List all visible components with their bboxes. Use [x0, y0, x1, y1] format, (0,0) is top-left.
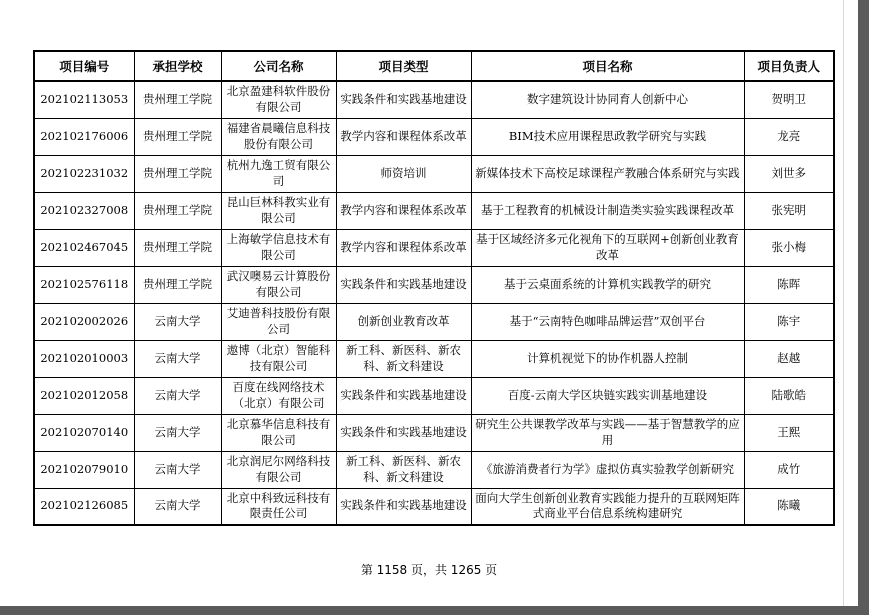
- cell-project-name: 计算机视觉下的协作机器人控制: [471, 340, 744, 377]
- cell-project-id: 202102079010: [34, 451, 134, 488]
- cell-company: 遨博（北京）智能科技有限公司: [221, 340, 336, 377]
- cell-project-type: 新工科、新医科、新农科、新文科建设: [336, 340, 471, 377]
- cell-project-type: 实践条件和实践基地建设: [336, 414, 471, 451]
- cell-project-name: 基于“云南特色咖啡品牌运营”双创平台: [471, 303, 744, 340]
- cell-project-id: 202102010003: [34, 340, 134, 377]
- cell-company: 武汉噢易云计算股份有限公司: [221, 266, 336, 303]
- page-edge-line: [843, 0, 844, 606]
- table-body: [34, 81, 834, 525]
- cell-company: 北京中科致远科技有限责任公司: [221, 488, 336, 525]
- table-row: [34, 192, 834, 229]
- table-row: [34, 414, 834, 451]
- cell-school: 云南大学: [134, 488, 221, 525]
- table-row: [34, 303, 834, 340]
- col-header-project-type: 项目类型: [336, 51, 471, 81]
- cell-company: 昆山巨林科教实业有限公司: [221, 192, 336, 229]
- cell-school: 贵州理工学院: [134, 192, 221, 229]
- col-header-project-name: 项目名称: [471, 51, 744, 81]
- cell-project-type: 创新创业教育改革: [336, 303, 471, 340]
- cell-project-type: 实践条件和实践基地建设: [336, 266, 471, 303]
- cell-project-name: 基于云桌面系统的计算机实践教学的研究: [471, 266, 744, 303]
- cell-project-leader: 陈宇: [744, 303, 834, 340]
- cell-project-name: BIM技术应用课程思政教学研究与实践: [471, 118, 744, 155]
- cell-school: 贵州理工学院: [134, 155, 221, 192]
- cell-project-type: 新工科、新医科、新农科、新文科建设: [336, 451, 471, 488]
- cell-project-leader: 陈曦: [744, 488, 834, 525]
- cell-project-leader: 刘世多: [744, 155, 834, 192]
- cell-project-name: 研究生公共课教学改革与实践——基于智慧教学的应用: [471, 414, 744, 451]
- cell-project-type: 教学内容和课程体系改革: [336, 118, 471, 155]
- cell-project-type: 实践条件和实践基地建设: [336, 488, 471, 525]
- viewer-background-bottom: [0, 606, 869, 615]
- cell-project-name: 《旅游消费者行为学》虚拟仿真实验教学创新研究: [471, 451, 744, 488]
- cell-project-id: 202102467045: [34, 229, 134, 266]
- cell-project-id: 202102231032: [34, 155, 134, 192]
- col-header-project-leader: 项目负责人: [744, 51, 834, 81]
- cell-project-name: 百度-云南大学区块链实践实训基地建设: [471, 377, 744, 414]
- table-row: [34, 377, 834, 414]
- cell-project-leader: 赵越: [744, 340, 834, 377]
- cell-project-type: 教学内容和课程体系改革: [336, 229, 471, 266]
- cell-project-type: 师资培训: [336, 155, 471, 192]
- table-row: [34, 266, 834, 303]
- cell-project-id: 202102012058: [34, 377, 134, 414]
- cell-company: 北京润尼尔网络科技有限公司: [221, 451, 336, 488]
- cell-project-leader: 陆歌皓: [744, 377, 834, 414]
- cell-project-type: 实践条件和实践基地建设: [336, 377, 471, 414]
- table-row: [34, 229, 834, 266]
- cell-project-leader: 张小梅: [744, 229, 834, 266]
- cell-project-leader: 龙亮: [744, 118, 834, 155]
- cell-school: 贵州理工学院: [134, 229, 221, 266]
- cell-company: 北京慕华信息科技有限公司: [221, 414, 336, 451]
- cell-school: 贵州理工学院: [134, 81, 221, 118]
- cell-project-id: 202102327008: [34, 192, 134, 229]
- cell-school: 贵州理工学院: [134, 266, 221, 303]
- table-row: [34, 118, 834, 155]
- cell-project-name: 基于区域经济多元化视角下的互联网+创新创业教育改革: [471, 229, 744, 266]
- col-header-company: 公司名称: [221, 51, 336, 81]
- cell-school: 贵州理工学院: [134, 118, 221, 155]
- cell-project-leader: 陈晖: [744, 266, 834, 303]
- cell-school: 云南大学: [134, 303, 221, 340]
- projects-table: [33, 50, 835, 526]
- cell-project-leader: 贺明卫: [744, 81, 834, 118]
- cell-company: 上海敏学信息技术有限公司: [221, 229, 336, 266]
- cell-project-id: 202102113053: [34, 81, 134, 118]
- cell-company: 福建省晨曦信息科技股份有限公司: [221, 118, 336, 155]
- cell-project-id: 202102576118: [34, 266, 134, 303]
- cell-school: 云南大学: [134, 377, 221, 414]
- table-header-row: [34, 51, 834, 81]
- cell-school: 云南大学: [134, 414, 221, 451]
- viewer-background-right: [858, 0, 869, 615]
- cell-project-leader: 成竹: [744, 451, 834, 488]
- page-number-footer: 第 1158 页，共 1265 页: [360, 563, 498, 577]
- table-row: [34, 488, 834, 525]
- cell-project-type: 实践条件和实践基地建设: [336, 81, 471, 118]
- cell-company: 北京盈建科软件股份有限公司: [221, 81, 336, 118]
- cell-project-name: 新媒体技术下高校足球课程产教融合体系研究与实践: [471, 155, 744, 192]
- cell-project-leader: 王熙: [744, 414, 834, 451]
- cell-project-leader: 张宪明: [744, 192, 834, 229]
- table-row: [34, 81, 834, 118]
- col-header-school: 承担学校: [134, 51, 221, 81]
- cell-project-name: 面向大学生创新创业教育实践能力提升的互联网矩阵式商业平台信息系统构建研究: [471, 488, 744, 525]
- cell-project-id: 202102176006: [34, 118, 134, 155]
- cell-school: 云南大学: [134, 451, 221, 488]
- cell-project-id: 202102070140: [34, 414, 134, 451]
- table-row: [34, 155, 834, 192]
- cell-project-name: 基于工程教育的机械设计制造类实验实践课程改革: [471, 192, 744, 229]
- cell-company: 杭州九逸工贸有限公司: [221, 155, 336, 192]
- cell-school: 云南大学: [134, 340, 221, 377]
- cell-project-id: 202102126085: [34, 488, 134, 525]
- cell-project-type: 教学内容和课程体系改革: [336, 192, 471, 229]
- table-row: [34, 451, 834, 488]
- table-row: [34, 340, 834, 377]
- cell-project-name: 数字建筑设计协同育人创新中心: [471, 81, 744, 118]
- col-header-project-id: 项目编号: [34, 51, 134, 81]
- cell-company: 艾迪普科技股份有限公司: [221, 303, 336, 340]
- cell-company: 百度在线网络技术（北京）有限公司: [221, 377, 336, 414]
- cell-project-id: 202102002026: [34, 303, 134, 340]
